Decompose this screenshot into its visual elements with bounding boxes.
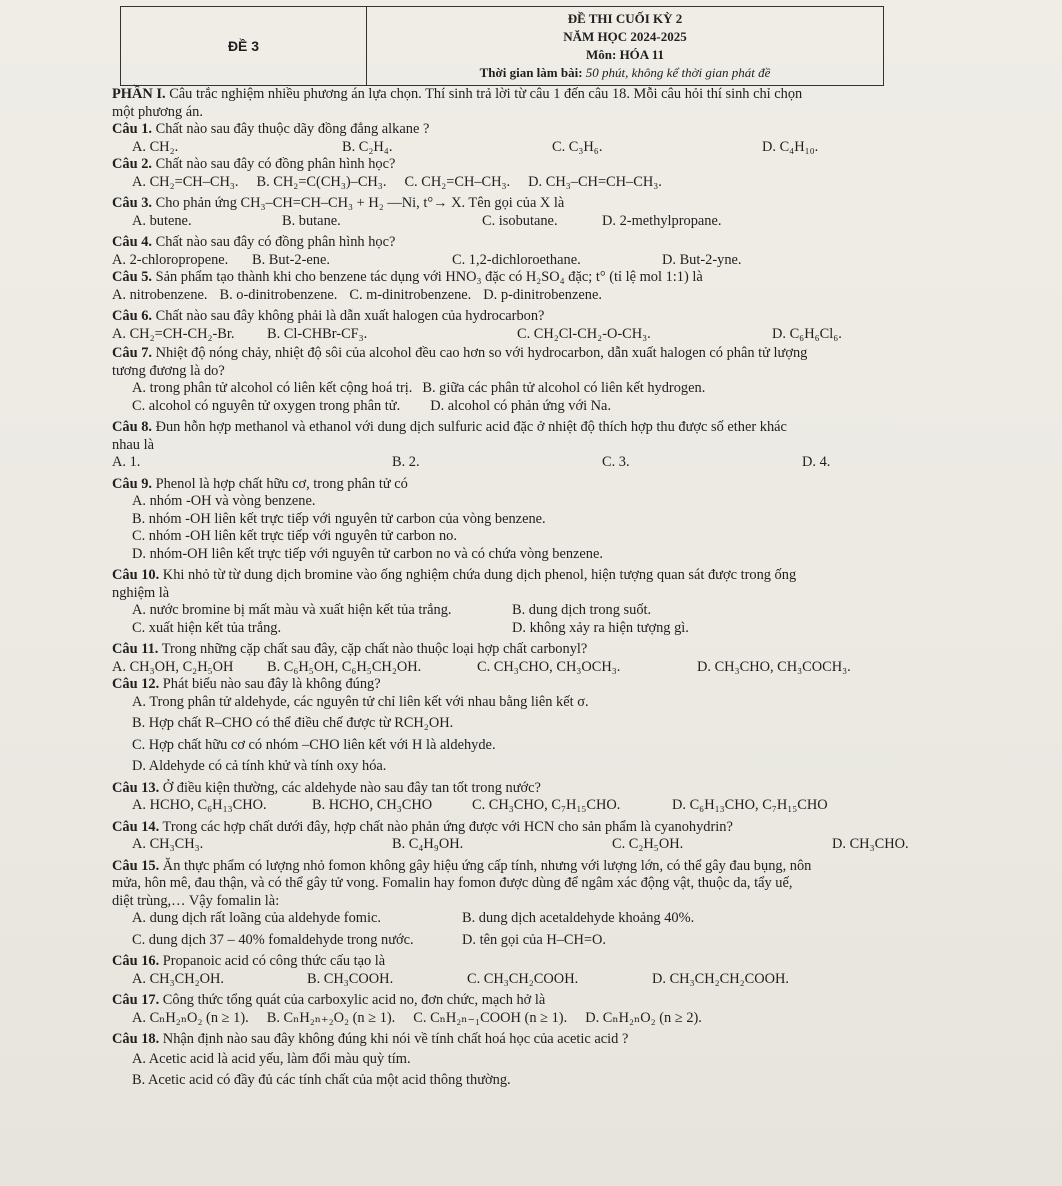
option-b: B. 2. (392, 454, 420, 470)
option-a: A. butene. (132, 212, 192, 229)
question-text: Đun hỗn hợp methanol và ethanol với dung dịch sulfuric acid đặc ở nhiệt độ thích hợp thu được số ether khác (155, 419, 787, 435)
option-b: B. Cl-CHBr-CF₃. (267, 325, 368, 342)
option-a: A. 1. (112, 454, 141, 470)
option-b: B. giữa các phân tử alcohol có liên kết hydrogen. (422, 380, 706, 396)
question-stem-cont: diệt trùng,… Vậy fomalin là: (112, 892, 280, 909)
option-a: A. CₙH₂ₙO₂ (n ≥ 1). (132, 1009, 249, 1026)
options-row (112, 326, 952, 344)
option-d: D. alcohol có phản ứng với Na. (430, 397, 612, 414)
question-number: Câu 10. (112, 567, 160, 583)
exam-code: ĐỀ 3 (121, 7, 367, 85)
question-stem-cont: mửa, hôn mê, đau thận, và có thể gây tử vong. Fomalin hay fomon được dùng để ngâm xác động vật, thuộc da, tẩy uế, (112, 875, 793, 891)
question-number: Câu 12. (112, 676, 160, 692)
option-d: D. 2-methylpropane. (602, 212, 722, 229)
option-d: D. CH₃CHO, CH₃COCH₃. (697, 658, 851, 675)
question-text: Chất nào sau đây có đồng phân hình học? (155, 234, 396, 250)
options-row (112, 252, 952, 270)
option-b: B. CₙH₂ₙ₊₂O₂ (n ≥ 1). (266, 1009, 396, 1026)
option-a: A. nước bromine bị mất màu và xuất hiện kết tủa trắng. (132, 602, 452, 618)
question-number: Câu 8. (112, 419, 152, 435)
question-number: Câu 9. (112, 475, 152, 492)
question-number: Câu 5. (112, 269, 152, 285)
option-d: D. C₆H₆Cl₆. (772, 325, 842, 342)
question-text: Trong các hợp chất dưới đây, hợp chất nào phản ứng được với HCN cho sản phẩm là cyanohydrin? (162, 818, 733, 835)
option-b: B. C₂H₄. (342, 138, 393, 155)
option-c: C. C₂H₅OH. (612, 836, 684, 852)
option-d: D. nhóm-OH liên kết trực tiếp với nguyên tử carbon no và có chứa vòng benzene. (132, 545, 603, 562)
question-number: Câu 13. (112, 779, 160, 796)
option-c: C. 1,2-dichloroethane. (452, 251, 581, 268)
option-b: B. dung dịch trong suốt. (512, 602, 652, 618)
options-row (112, 380, 952, 398)
option-c: C. CH₃CH₂COOH. (467, 970, 579, 987)
option-c: C. CH₂Cl-CH₂-O-CH₃. (517, 325, 651, 342)
options-row (112, 620, 952, 638)
option-a: A. nitrobenzene. (112, 286, 208, 303)
option-a: A. CH₃CH₃. (132, 836, 204, 852)
option-c: C. 3. (602, 454, 630, 470)
options-row (112, 797, 952, 815)
exam-title: ĐỀ THI CUỐI KỲ 2 (567, 11, 683, 26)
option-d: D. 4. (802, 454, 831, 470)
question-text: Propanoic acid có công thức cấu tạo là (162, 953, 386, 969)
question-stem (112, 819, 952, 837)
options-row (112, 836, 952, 854)
question-number: Câu 2. (112, 156, 152, 172)
question-stem (112, 992, 952, 1010)
option-c: C. nhóm -OH liên kết trực tiếp với nguyên tử carbon no. (132, 528, 457, 544)
option-b: B. nhóm -OH liên kết trực tiếp với nguyên tử carbon của vòng benzene. (132, 510, 546, 527)
option-d: D. p-dinitrobenzene. (483, 286, 602, 303)
question-text: Ăn thực phẩm có lượng nhỏ fomon không gây hiệu ứng cấp tính, nhưng với lượng lớn, có thể gây đau bụng, nôn (162, 857, 812, 874)
option-d: D. CₙH₂ₙO₂ (n ≥ 2). (585, 1009, 702, 1026)
question-stem (112, 953, 952, 971)
question-text: Chất nào sau đây không phải là dẫn xuất halogen của hydrocarbon? (155, 308, 545, 324)
option-c: C. Hợp chất hữu cơ có nhóm –CHO liên kết với H là aldehyde. (132, 736, 496, 753)
option-a: A. CH₃CH₂OH. (132, 970, 224, 987)
question-stem (112, 641, 952, 659)
question-number: Câu 11. (112, 641, 159, 657)
option-d: D. CH₃CH₂CH₂COOH. (652, 970, 789, 987)
option-c: C. CₙH₂ₙ₋₁COOH (n ≥ 1). (413, 1009, 568, 1026)
question-stem (112, 156, 952, 174)
question-text: Ở điều kiện thường, các aldehyde nào sau đây tan tốt trong nước? (162, 779, 541, 796)
options-row (112, 213, 952, 231)
option-d: D. CH₃–CH=CH–CH₃. (528, 173, 662, 190)
question-text: Trong những cặp chất sau đây, cặp chất nào thuộc loại hợp chất carbonyl? (161, 641, 588, 657)
question-stem (112, 269, 952, 287)
option-b: B. butane. (282, 212, 341, 229)
exam-subject: Môn: HÓA 11 (585, 47, 664, 62)
question-text: Phát biểu nào sau đây là không đúng? (162, 676, 381, 692)
option-d: D. C₆H₁₃CHO, C₇H₁₅CHO (672, 797, 828, 813)
question-text: Phenol là hợp chất hữu cơ, trong phân tử có (155, 475, 408, 492)
option-c: C. isobutane. (482, 212, 558, 229)
options-row (112, 659, 952, 677)
option-c: C. m-dinitrobenzene. (349, 286, 472, 303)
option-c: C. alcohol có nguyên tử oxygen trong phân tử. (132, 397, 401, 414)
exam-content (112, 86, 952, 1090)
question-number: Câu 4. (112, 234, 152, 250)
options-row (112, 971, 952, 989)
options-row (112, 398, 952, 416)
exam-duration: Thời gian làm bài: 50 phút, không kể thời gian phát đề (479, 65, 771, 80)
exam-info (367, 7, 883, 85)
option-b: B. HCHO, CH₃CHO (312, 797, 433, 813)
option-a: A. CH₂=CH-CH₂-Br. (112, 325, 235, 342)
question-text: Sản phẩm tạo thành khi cho benzene tác dụng với HNO₃ đặc có H₂SO₄ đặc; t° (tỉ lệ mol 1:1) là (155, 269, 703, 285)
option-a: A. Acetic acid là acid yếu, làm đổi màu quỳ tím. (132, 1050, 411, 1067)
option-a: A. CH₂=CH–CH₃. (132, 173, 239, 190)
option-c: C. xuất hiện kết tủa trắng. (132, 619, 282, 636)
option-b: B. But-2-ene. (252, 251, 330, 268)
option-a: A. 2-chloropropene. (112, 251, 229, 268)
question-stem (112, 676, 952, 694)
question-stem (112, 195, 952, 213)
option-c: C. C₃H₆. (552, 138, 603, 155)
question-stem-cont: nghiệm là (112, 584, 170, 601)
option-d: D. tên gọi của H–CH=O. (462, 931, 607, 948)
option-c: C. CH₃CHO, CH₃OCH₃. (477, 658, 621, 675)
question-text: Công thức tổng quát của carboxylic acid no, đơn chức, mạch hở là (162, 992, 546, 1008)
question-stem (112, 858, 952, 876)
option-a: A. HCHO, C₆H₁₃CHO. (132, 797, 267, 813)
option-a: A. dung dịch rất loãng của aldehyde fomic. (132, 910, 381, 926)
exam-header (120, 6, 884, 86)
question-text: Khi nhỏ từ từ dung dịch bromine vào ống nghiệm chứa dung dịch phenol, hiện tượng quan sát được trong ống (162, 567, 797, 583)
options-row (112, 287, 952, 305)
question-number: Câu 18. (112, 1031, 160, 1047)
question-number: Câu 15. (112, 857, 160, 874)
question-text: Nhận định nào sau đây không đúng khi nói về tính chất hoá học của acetic acid ? (162, 1031, 629, 1047)
question-stem (112, 345, 952, 363)
question-stem (112, 476, 952, 494)
question-number: Câu 17. (112, 992, 160, 1008)
option-d: D. But-2-yne. (662, 251, 742, 268)
option-b: B. C₄H₉OH. (392, 836, 464, 852)
question-stem (112, 234, 952, 252)
option-c: C. dung dịch 37 – 40% fomaldehyde trong nước. (132, 931, 414, 948)
question-stem (112, 308, 952, 326)
option-d: D. C₄H₁₀. (762, 138, 819, 155)
question-text: Chất nào sau đây thuộc dãy đồng đẳng alkane ? (155, 121, 430, 137)
question-number: Câu 14. (112, 818, 160, 835)
option-b: B. o-dinitrobenzene. (219, 286, 338, 303)
question-text: Chất nào sau đây có đồng phân hình học? (155, 156, 396, 172)
options-row (112, 1010, 952, 1028)
question-stem (112, 121, 952, 139)
question-number: Câu 1. (112, 121, 152, 137)
option-b: B. dung dịch acetaldehyde khoảng 40%. (462, 910, 695, 926)
question-text: Nhiệt độ nóng chảy, nhiệt độ sôi của alcohol đều cao hơn so với hydrocarbon, dẫn xuất halogen có phân tử lượng (155, 345, 808, 361)
option-b: B. CH₂=C(CH₃)–CH₃. (256, 173, 387, 190)
option-a: A. nhóm -OH và vòng benzene. (132, 493, 316, 509)
part-intro: PHẦN I. Câu trắc nghiệm nhiều phương án lựa chọn. Thí sinh trả lời từ câu 1 đến câu 18. Mỗi câu hỏi thí sinh chỉ chọn (112, 86, 803, 102)
options-row (112, 602, 952, 620)
options-row (112, 932, 952, 950)
option-c: C. CH₂=CH–CH₃. (404, 173, 511, 190)
option-b: B. Hợp chất R–CHO có thể điều chế được từ RCH₂OH. (132, 715, 454, 731)
question-text: Cho phản ứng CH₃–CH=CH–CH₃ + H₂ —Ni, t°→ X. Tên gọi của X là (155, 195, 565, 211)
question-stem-cont: tương đương là do? (112, 362, 225, 379)
option-a: A. trong phân tử alcohol có liên kết cộng hoá trị. (132, 380, 413, 396)
option-b: B. Acetic acid có đầy đủ các tính chất của một acid thông thường. (132, 1072, 511, 1088)
question-stem (112, 1031, 952, 1049)
question-stem (112, 567, 952, 585)
question-stem (112, 780, 952, 798)
exam-year: NĂM HỌC 2024-2025 (563, 29, 687, 44)
option-a: A. CH₂. (132, 138, 179, 155)
option-a: A. CH₃OH, C₂H₅OH (112, 658, 234, 675)
part-intro-cont: một phương án. (112, 103, 203, 120)
option-b: B. C₆H₅OH, C₆H₅CH₂OH. (267, 658, 422, 675)
question-number: Câu 16. (112, 953, 160, 969)
question-number: Câu 7. (112, 345, 152, 361)
option-d: D. Aldehyde có cả tính khử và tính oxy hóa. (132, 758, 387, 774)
question-stem-cont: nhau là (112, 436, 154, 453)
option-b: B. CH₃COOH. (307, 970, 394, 987)
option-d: D. CH₃CHO. (832, 836, 909, 852)
option-d: D. không xảy ra hiện tượng gì. (512, 619, 689, 636)
options-row (112, 454, 952, 472)
question-number: Câu 6. (112, 308, 152, 324)
options-row (112, 174, 952, 192)
options-row (112, 910, 952, 928)
question-number: Câu 3. (112, 195, 152, 211)
option-a: A. Trong phân tử aldehyde, các nguyên tử chỉ liên kết với nhau bằng liên kết σ. (132, 693, 589, 710)
question-stem (112, 419, 952, 437)
option-c: C. CH₃CHO, C₇H₁₅CHO. (472, 797, 621, 813)
options-row (112, 139, 952, 157)
